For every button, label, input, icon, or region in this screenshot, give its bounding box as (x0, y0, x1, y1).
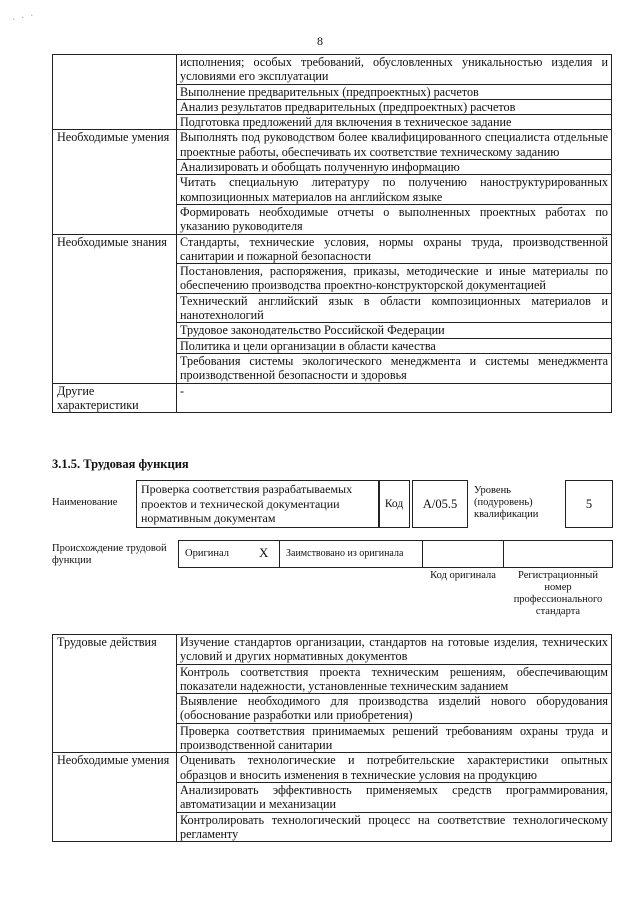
reg-number-box (503, 540, 613, 568)
name-label: Наименование (52, 497, 118, 508)
table-row (53, 55, 612, 85)
page-number: 8 (317, 34, 323, 48)
section-title: 3.1.5. Трудовая функция (52, 457, 189, 471)
original-label: Оригинал (185, 548, 229, 559)
row-item: Анализировать эффективность применяемых средств программирования, автоматизации и механизации (177, 782, 612, 812)
row-header: Необходимые умения (53, 130, 177, 234)
code-value: А/05.5 (422, 497, 458, 511)
name-value: Проверка соответствия разрабатываемых проектов и технической документации нормативным документам (141, 482, 353, 525)
row-item: исполнения; особых требований, обусловленных уникальностью изделия и условиями его эксплуатации (177, 55, 612, 85)
top-table (52, 54, 612, 413)
row-item: Формировать необходимые отчеты о выполненных проектных работах по указанию руководителя (177, 204, 612, 234)
row-item: Читать специальную литературу по получению наноструктурированных композиционных материалов на английском языке (177, 175, 612, 205)
bottom-table (52, 634, 612, 842)
level-value: 5 (585, 497, 593, 511)
table-row (53, 635, 612, 665)
row-item: Контроль соответствия проекта техническим решениям, обеспечивающим показатели надежности, установленные техническим заданием (177, 664, 612, 694)
name-value-box (136, 480, 380, 528)
row-item: Трудовое законодательство Российской Федерации (177, 323, 612, 338)
row-item: Постановления, распоряжения, приказы, методические и иные материалы по обеспечению производства проектно-конструкторской документацией (177, 264, 612, 294)
row-item: Контролировать технологический процесс на соответствие технологическому регламенту (177, 812, 612, 842)
row-item: Проверка соответствия принимаемых решений требованиям охраны труда и производственной санитарии (177, 723, 612, 753)
row-item: Выполнение предварительных (предпроектных) расчетов (177, 84, 612, 99)
row-item: Подготовка предложений для включения в техническое задание (177, 115, 612, 130)
row-item: Политика и цели организации в области качества (177, 338, 612, 353)
code-label: Код (384, 498, 404, 510)
row-item: Оценивать технологические и потребительские характеристики опытных образцов и вносить изменения в технические условия на продукцию (177, 753, 612, 783)
code-value-box (412, 480, 468, 528)
row-header: Трудовые действия (53, 635, 177, 753)
borrowed-box (279, 540, 423, 568)
borrowed-label: Заимствовано из оригинала (286, 548, 404, 559)
level-label: Уровень (подуровень) квалификации (474, 485, 539, 520)
row-item: Изучение стандартов организации, стандартов на готовые изделия, технических условий и других нормативных документов (177, 635, 612, 665)
row-item: Анализ результатов предварительных (предпроектных) расчетов (177, 99, 612, 114)
code-label-box (378, 480, 410, 528)
row-header: Необходимые умения (53, 753, 177, 842)
table-row (53, 234, 612, 264)
row-item: Требования системы экологического менеджмента и системы менеджмента производственной безопасности и здоровья (177, 353, 612, 383)
original-box (178, 540, 280, 568)
origin-code-caption: Код оригинала (430, 570, 496, 581)
table-row (53, 130, 612, 160)
row-item: Анализировать и обобщать полученную информацию (177, 160, 612, 175)
row-item: - (177, 383, 612, 413)
original-mark: X (259, 545, 269, 560)
level-value-box (565, 480, 613, 528)
scan-artifact: · · · (11, 9, 37, 25)
table-row (53, 753, 612, 783)
row-item: Технический английский язык в области композиционных материалов и нанотехнологий (177, 293, 612, 323)
origin-code-box (422, 540, 504, 568)
reg-number-caption: Регистрационный номер профессионального стандарта (513, 570, 603, 617)
row-header: Необходимые знания (53, 234, 177, 383)
row-header: Другие характеристики (53, 383, 177, 413)
table-row (53, 383, 612, 413)
origin-label: Происхождение трудовой функции (52, 543, 167, 566)
row-item: Стандарты, технические условия, нормы охраны труда, производственной санитарии и пожарной безопасности (177, 234, 612, 264)
row-item: Выявление необходимого для производства изделий нового оборудования (обоснование разработки или приобретения) (177, 694, 612, 724)
row-item: Выполнять под руководством более квалифицированного специалиста отдельные проектные работы, обеспечивать их соответствие техническому заданию (177, 130, 612, 160)
row-header (53, 55, 177, 130)
